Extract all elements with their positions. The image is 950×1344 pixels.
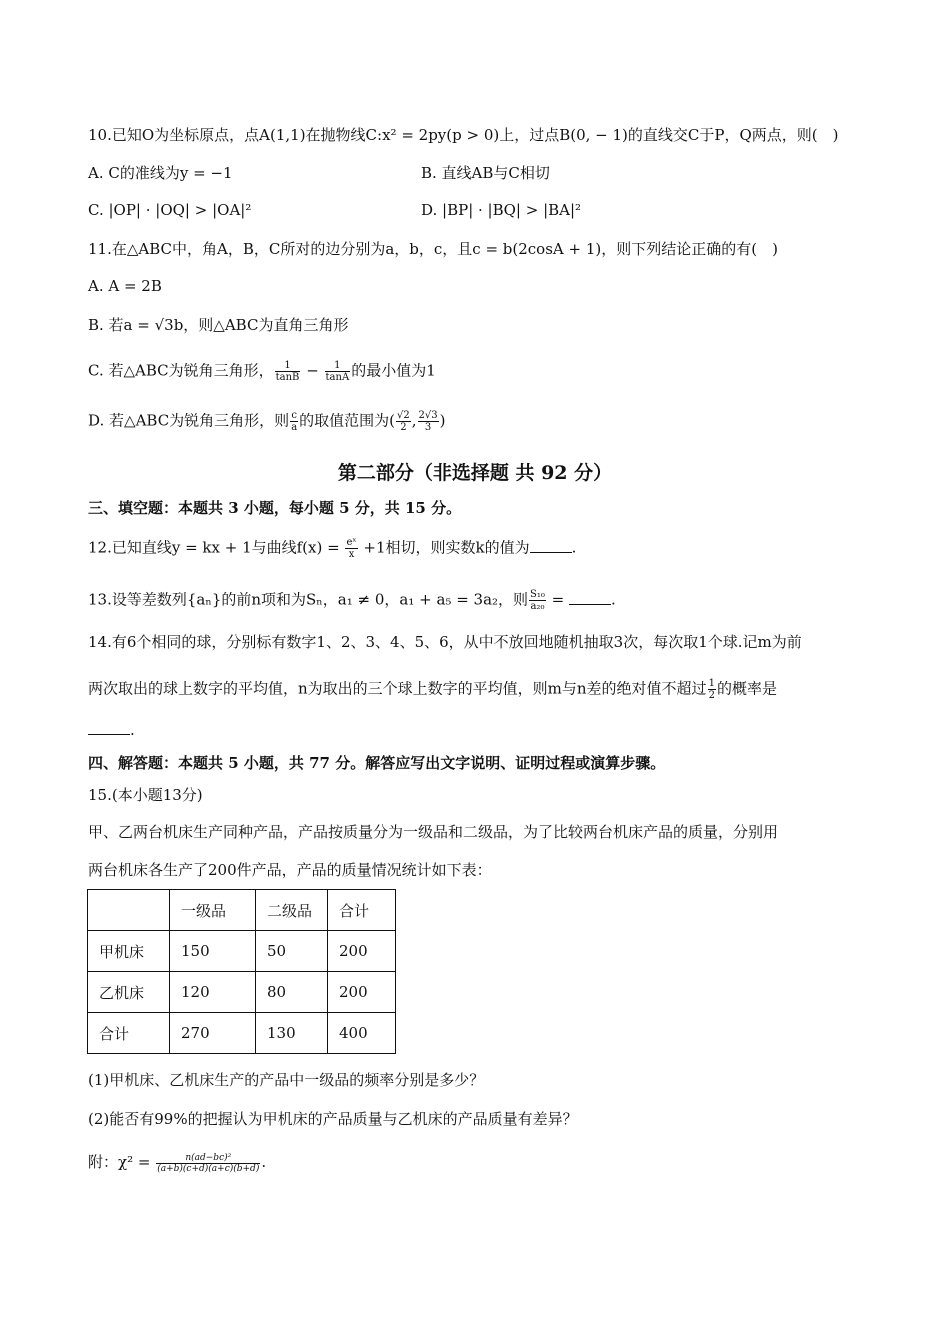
q11-option-b: B. 若a = √3b，则△ABC为直角三角形: [88, 316, 349, 334]
q15-line1: 甲、乙两台机床生产同种产品，产品按质量分为一级品和二级品，为了比较两台机床产品的质量，分别用: [88, 823, 779, 841]
fraction: $\frac{c}{a}$: [291, 410, 298, 433]
q11-option-d: D. 若△ABC为锐角三角形，则 $\frac{c}{a}$ 的取值范围为( $\frac{√2}{2}$ , $\frac{2√3}{3}$ ): [88, 410, 446, 433]
table-cell: 50: [256, 931, 328, 972]
q11-option-c: C. 若△ABC为锐角三角形， $\frac{1}{\tan B}$ − $\frac{1}{\tan A}$ 的最小值为1: [88, 360, 436, 383]
fraction: $\frac{2√3}{3}$: [418, 410, 438, 433]
q14-line1: 14.有6个相同的球，分别标有数字1、2、3、4、5、6，从中不放回地随机抽取3次，每次取1个球.记m为前: [88, 633, 802, 651]
q10-option-c: C. |OP| · |OQ| > |OA|²: [88, 201, 252, 219]
chi-square-fraction: $\frac{\text{n(ad−bc)²}}{(a+b)(c+d)(a+c)(b+d)}$: [157, 1152, 260, 1174]
table-header: 二级品: [256, 890, 328, 931]
q11-option-a: A. A = 2B: [88, 277, 162, 295]
table-header-row: [88, 890, 396, 931]
fraction: $\frac{√2}{2}$: [397, 410, 410, 433]
table-cell: [88, 890, 170, 931]
q10-option-a: A. C的准线为y = −1: [88, 164, 233, 182]
q11-option-c-text: C. 若△ABC为锐角三角形，: [88, 361, 274, 380]
q15-line2: 两台机床各生产了200件产品，产品的质量情况统计如下表：: [88, 861, 492, 879]
quality-table: [87, 889, 396, 1054]
table-cell: 80: [256, 972, 328, 1013]
table-cell: 甲机床: [88, 931, 170, 972]
section4-heading: 四、解答题：本题共 5 小题，共 77 分。解答应写出文字说明、证明过程或演算步骤。: [88, 754, 666, 772]
table-header: 一级品: [170, 890, 256, 931]
part2-title: 第二部分（非选择题 共 92 分）: [337, 462, 613, 484]
q10-stem: 10.已知O为坐标原点，点A(1,1)在抛物线C:x² = 2py(p > 0)上，过点B(0, − 1)的直线交C于P，Q两点，则( ): [88, 126, 839, 144]
answer-blank: [569, 590, 611, 605]
answer-blank: [530, 538, 572, 553]
table-row: [88, 931, 396, 972]
fraction: $\frac{1}{2}$: [708, 678, 715, 701]
fraction: $\frac{1}{\tan A}$: [325, 360, 350, 383]
q14-line3: .: [88, 720, 135, 740]
q10-option-d: D. |BP| · |BQ| > |BA|²: [421, 201, 582, 219]
q13: 13.设等差数列{aₙ}的前n项和为Sₙ，a₁ ≠ 0，a₁ + a₅ = 3a₂，则 $\frac{\text{S₁₀}}{\text{a₂₀}}$ = .: [88, 589, 616, 612]
table-cell: 400: [328, 1013, 396, 1054]
q10-option-b: B. 直线AB与C相切: [421, 164, 550, 182]
table-cell: 200: [328, 931, 396, 972]
fraction: $\frac{\text{S₁₀}}{\text{a₂₀}}$: [530, 589, 545, 612]
table-cell: 乙机床: [88, 972, 170, 1013]
table-row: [88, 972, 396, 1013]
table-row: [88, 1013, 396, 1054]
q12: 12.已知直线y = kx + 1与曲线f(x) = $\frac{\text{eˣ}}{x}$ +1相切，则实数k的值为 .: [88, 537, 577, 560]
table-cell: 130: [256, 1013, 328, 1054]
section3-heading: 三、填空题：本题共 3 小题，每小题 5 分，共 15 分。: [88, 499, 462, 517]
table-cell: 合计: [88, 1013, 170, 1054]
q15-appendix: 附：χ² = $\frac{\text{n(ad−bc)²}}{(a+b)(c+d)(a+c)(b+d)}$ .: [88, 1152, 267, 1174]
answer-blank: [88, 720, 130, 735]
fraction: $\frac{\text{eˣ}}{x}$: [346, 537, 357, 560]
table-cell: 150: [170, 931, 256, 972]
table-header: 合计: [328, 890, 396, 931]
table-cell: 200: [328, 972, 396, 1013]
q11-stem: 11.在△ABC中，角A，B，C所对的边分别为a，b，c，且c = b(2cosA + 1)，则下列结论正确的有( ): [88, 240, 778, 258]
q15-sub2: (2)能否有99%的把握认为甲机床的产品质量与乙机床的产品质量有差异？: [88, 1110, 578, 1128]
table-cell: 120: [170, 972, 256, 1013]
q15-head: 15.(本小题13分): [88, 786, 203, 804]
table-cell: 270: [170, 1013, 256, 1054]
q14-line2: 两次取出的球上数字的平均值，n为取出的三个球上数字的平均值，则m与n差的绝对值不超过 $\frac{1}{2}$ 的概率是: [88, 678, 777, 701]
q15-sub1: (1)甲机床、乙机床生产的产品中一级品的频率分别是多少？: [88, 1071, 485, 1089]
fraction: $\frac{1}{\tan B}$: [275, 360, 300, 383]
